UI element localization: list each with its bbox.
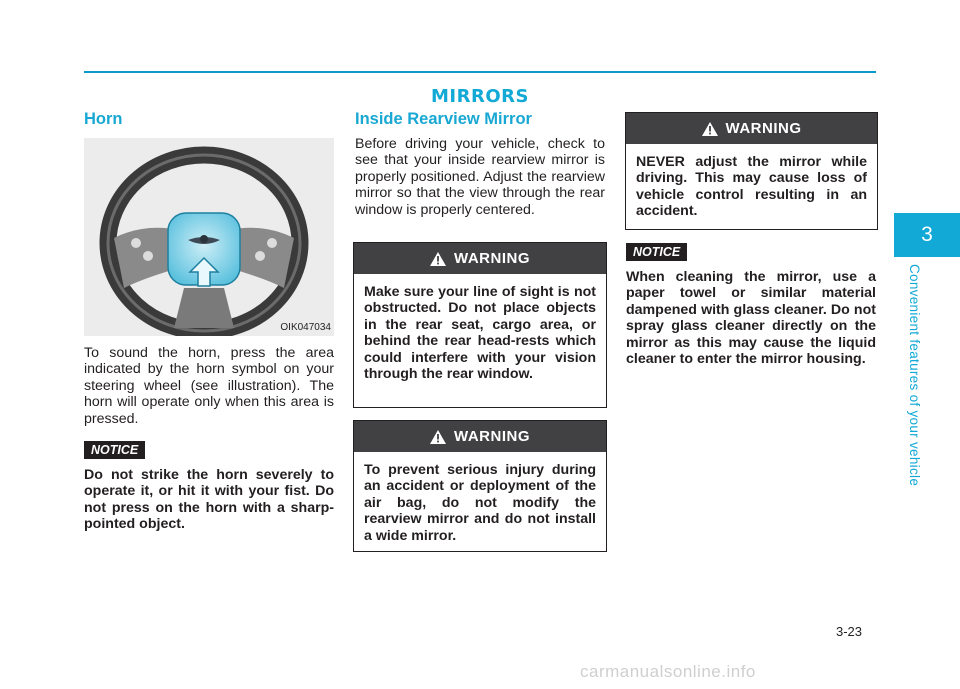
warning-triangle-icon <box>702 122 718 136</box>
horn-notice-text: Do not strike the horn severely to operate it, or hit it with your fist. Do not press on the horn with a sharp-pointed object. <box>84 467 334 533</box>
horn-notice-label: NOTICE <box>84 441 145 459</box>
steering-wheel-figure <box>84 138 334 336</box>
chapter-title-vertical <box>906 264 922 494</box>
warning-text: To prevent serious injury during an accident or deployment of the air bag, do not modify the rearview mirror and do not install a wide mirror. <box>364 462 596 544</box>
watermark: carmanualsonline.info <box>580 662 756 681</box>
warning-header <box>354 243 606 274</box>
warning-triangle-icon <box>430 252 446 266</box>
inside-mirror-heading: Inside Rearview Mirror <box>355 110 532 128</box>
warning-label: WARNING <box>454 250 530 267</box>
section-title: MIRRORS <box>431 86 529 107</box>
horn-body: To sound the horn, press the area indicated by the horn symbol on your steering wheel (see illustration). The horn will operate only when this area is pressed. <box>84 345 334 427</box>
warning-box-3 <box>625 112 878 230</box>
page-number: 3-23 <box>836 624 863 639</box>
warning-label: WARNING <box>454 428 530 445</box>
mirror-notice-label: NOTICE <box>626 243 687 261</box>
warning-header <box>626 113 877 144</box>
inside-mirror-body: Before driving your vehicle, check to see that your inside rearview mirror is properly positioned. Adjust the rearview mirror so that the view through the rear window is properly centered. <box>355 136 605 218</box>
warning-box-2 <box>353 420 607 552</box>
chapter-tab <box>894 213 960 257</box>
warning-triangle-icon <box>430 430 446 444</box>
chapter-title: Convenient features of your vehicle <box>907 264 922 487</box>
steering-wheel-illustration <box>84 138 334 336</box>
horn-heading: Horn <box>84 110 123 128</box>
mirror-notice-text: When cleaning the mirror, use a paper towel or similar material dampened with glass cleaner. Do not spray glass cleaner directly on the mirror as this may cause the liquid cleaner to enter the mirror housing. <box>626 269 876 368</box>
warning-text: Make sure your line of sight is not obstructed. Do not place objects in the rear seat, cargo area, or behind the rear head-rests which could interfere with your vision through the rear window. <box>364 284 596 383</box>
warning-box-1 <box>353 242 607 408</box>
chapter-number: 3 <box>921 223 933 246</box>
warning-text: NEVER adjust the mirror while driving. This may cause loss of vehicle control resulting in an accident. <box>636 154 867 220</box>
figure-label: OIK047034 <box>280 322 331 333</box>
warning-header <box>354 421 606 452</box>
warning-label: WARNING <box>725 120 802 137</box>
top-rule <box>84 71 876 73</box>
